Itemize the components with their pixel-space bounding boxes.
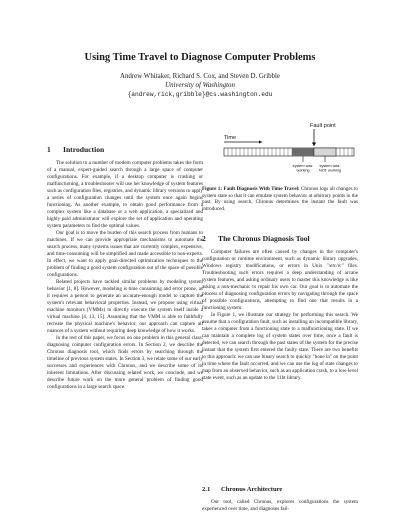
time-axis-label: Time bbox=[224, 135, 237, 141]
caption-label: Figure 1: bbox=[202, 186, 223, 192]
email-addresses: {andrew,rick,gribble}@cs.washington.edu bbox=[127, 91, 273, 98]
section-title: The Chronus Diagnosis Tool bbox=[218, 234, 310, 243]
working-label-line: system was bbox=[292, 164, 313, 168]
paragraph: Our goal is to move the burden of this search process from humans to machines. If we can provide appropriate mechanisms to automate the search process, many systems issues that are currently complex, expensive, and time-consuming will be simplified and made accessible to non-experts. In effect, we want to apply goal-directed optimization techniques to the problem of finding a good system configuration out of the space of possible configurations. bbox=[47, 230, 203, 278]
figure-1-timeline bbox=[202, 118, 358, 182]
not-working-label-line: system was bbox=[319, 164, 340, 168]
section-heading-introduction bbox=[47, 145, 104, 154]
architecture-body bbox=[202, 499, 358, 513]
figure-1-caption bbox=[202, 186, 358, 212]
section-title: Introduction bbox=[63, 145, 105, 154]
paragraph: In Figure 1, we illustrate our strategy for performing this search. We assume that a configuration fault, such as installing an incompatible library, takes a computer from a functioning state to a malfunctioning state. If we can maintain a complete log of system states over time, once a fault is detected, we can search through the past states of the system for the precise instant that the system first entered the faulty state. There are two benefits to this approach: we can use binary search to quickly "hone in" on the point in time where the fault occurred, and we can use the log of state changes to map from an observed behavior, such as an application crash, to a low-level state event, such as an update to the 11bt library. bbox=[202, 312, 358, 381]
fault-arrow-icon bbox=[312, 143, 316, 147]
fault-point-label: Fault point bbox=[310, 123, 336, 129]
paragraph: Computer failures are often caused by changes in the computer's configuration or runtime environment, such as dynamic library upgrades, Windows registry modifications, or errors in Unix "/etc/rc" files. Troubleshooting such errors requires a deep understanding of arcane system features, and asking ordinary users to master this knowledge is like asking a non-mechanic to repair his own car. Our goal is to automate the process of diagnosing configuration errors by navigating through the space of possible configurations, attempting to find one that results in a functioning system. bbox=[202, 249, 358, 311]
working-label bbox=[293, 164, 314, 173]
section-number: 1 bbox=[47, 145, 51, 154]
not-working-label bbox=[319, 164, 341, 173]
caption-text: Chronus logs all changes to system state so that it can emulate system behavior at arbitrary points in the past. By using search, Chronus determines the instant the fault was introduced. bbox=[202, 186, 358, 212]
subsection-heading-architecture bbox=[202, 486, 282, 493]
subsection-title: Chronus Architecture bbox=[221, 486, 283, 493]
working-label-line: working bbox=[296, 168, 310, 173]
working-state-block bbox=[292, 148, 314, 156]
caption-title: Fault Diagnosis With Time Travel: bbox=[223, 186, 300, 192]
author-list: Andrew Whitaker, Richard S. Cox, and Steven D. Gribble bbox=[120, 73, 280, 80]
chronus-body bbox=[202, 249, 358, 382]
paragraph: Related projects have tackled similar problems by modeling system behavior [1, 8]. However, modeling is time consuming and error prone, as it requires a person to generate an accurate-enough model to capture the system's relevant behavioral properties. Instead, we propose using virtual machine monitors (VMMs) to directly execute the system itself inside a virtual machine [4, 13, 15]. Assuming that the VMM is able to faithfully recreate the physical machine's behavior, our approach can capture all nuances of a system without requiring deep knowledge of how it works. bbox=[47, 279, 203, 334]
subsection-number: 2.1 bbox=[202, 486, 211, 493]
not-working-label-line: NOT working bbox=[318, 168, 342, 173]
time-arrow-head-icon bbox=[259, 140, 262, 143]
faulty-state-block bbox=[314, 148, 336, 156]
paper-title: Using Time Travel to Diagnose Computer Problems bbox=[84, 52, 316, 63]
paragraph: The solution to a number of modern computer problems takes the form of a manual, expert-guided search through a large space of computer configurations. For example, if a desktop computer is crashing or malfunctioning, a troubleshooter will use her knowledge of system features such as configuration files, registries, and dynamic library versions to apply a series of configuration changes until the system once again begins functioning. As another example, to obtain good performance from a complex system like a database or a web application, a specialized and highly paid administrator will explore the set of application and operating system parameters to find the optimal values. bbox=[47, 160, 203, 229]
section-number: 2 bbox=[202, 234, 206, 243]
affiliation: University of Washington bbox=[165, 82, 235, 89]
paragraph: In the rest of this paper, we focus on one problem in this general class: diagnosing computer configuration errors. In Section 2, we describe the Chronus diagnosis tool, which finds errors by searching through the timeline of previous system states. In Section 3, we relate some of our early successes and experiences with Chronus, and we describe some of its inherent limitations. After discussing related work, we conclude, and we describe future work on the more general problem of finding good configurations in a large search space. bbox=[47, 335, 203, 390]
section-heading-chronus bbox=[202, 234, 310, 243]
paragraph: Our tool, called Chronus, explores configurations the system experienced over time, and diagnoses fail- bbox=[202, 499, 358, 512]
introduction-body bbox=[47, 160, 203, 391]
